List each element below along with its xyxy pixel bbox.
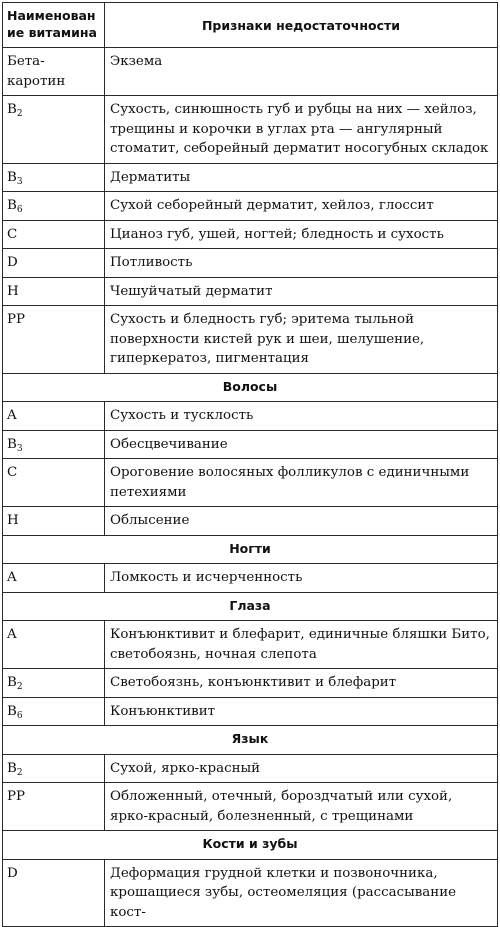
deficiency-signs-cell: Сухость и тусклость <box>105 402 498 431</box>
deficiency-signs-cell: Облысение <box>105 507 498 536</box>
section-title: Кости и зубы <box>3 831 498 860</box>
vitamin-deficiency-table <box>2 2 498 927</box>
table-row <box>3 669 498 698</box>
vitamin-name: PP <box>7 789 26 804</box>
vitamin-subscript: 6 <box>16 205 23 215</box>
table-row <box>3 430 498 459</box>
vitamin-subscript: 2 <box>16 109 23 119</box>
table-row <box>3 697 498 726</box>
section-title: Волосы <box>3 373 498 402</box>
deficiency-signs-cell: Ороговение волосяных фолликулов с единичными петехиями <box>105 459 498 507</box>
table-row <box>3 402 498 431</box>
vitamin-cell <box>3 163 105 192</box>
section-title: Ногти <box>3 535 498 564</box>
vitamin-subscript: 6 <box>16 710 23 721</box>
vitamin-cell <box>3 430 105 459</box>
deficiency-signs-cell: Конъюнктивит и блефарит, единичные бляшки Бито, светобоязнь, ночная слепота <box>105 621 498 669</box>
vitamin-name: H <box>7 283 19 299</box>
header-deficiency-signs: Признаки недостаточности <box>105 3 498 48</box>
deficiency-signs-cell: Сухой себорейный дерматит, хейлоз, глоссит <box>105 192 498 221</box>
vitamin-cell <box>3 277 105 306</box>
deficiency-signs-cell: Потливость <box>105 249 498 278</box>
vitamin-name: Бета-каротин <box>7 54 66 89</box>
deficiency-signs-cell: Сухость, синюшность губ и рубцы на них — хейлоз, трещины и корочки в углах рта — ангулярный стоматит, себорейный дерматит носогубных складок <box>105 96 498 164</box>
vitamin-name: B <box>7 436 17 452</box>
vitamin-name: D <box>7 255 18 270</box>
table-row <box>3 507 498 536</box>
vitamin-cell <box>3 306 105 374</box>
vitamin-subscript: 2 <box>16 767 23 778</box>
table-row <box>3 459 498 507</box>
vitamin-cell <box>3 402 105 431</box>
table-body <box>3 48 498 927</box>
vitamin-cell <box>3 220 105 249</box>
vitamin-cell <box>3 783 105 831</box>
table-row <box>3 754 498 783</box>
vitamin-subscript: 2 <box>16 682 23 692</box>
vitamin-name: H <box>7 513 19 528</box>
vitamin-cell <box>3 564 105 593</box>
table-header-row <box>3 3 498 48</box>
section-header-row <box>3 592 498 621</box>
vitamin-name: D <box>7 865 18 881</box>
vitamin-name: B <box>7 703 17 719</box>
vitamin-cell <box>3 697 105 726</box>
table-row <box>3 163 498 192</box>
vitamin-name: B <box>7 675 17 690</box>
section-header-row <box>3 831 498 860</box>
vitamin-name: A <box>7 570 17 585</box>
section-title: Глаза <box>3 592 498 621</box>
table-row <box>3 621 498 669</box>
table-row <box>3 306 498 374</box>
table-row <box>3 96 498 164</box>
vitamin-cell <box>3 507 105 536</box>
vitamin-subscript: 3 <box>16 443 23 454</box>
deficiency-signs-cell: Цианоз губ, ушей, ногтей; бледность и сухость <box>105 220 498 249</box>
table-row <box>3 249 498 278</box>
table-row <box>3 783 498 831</box>
deficiency-signs-cell: Экзема <box>105 48 498 96</box>
vitamin-name: A <box>7 408 17 423</box>
vitamin-cell <box>3 459 105 507</box>
vitamin-cell <box>3 192 105 221</box>
vitamin-cell <box>3 249 105 278</box>
deficiency-signs-cell: Обложенный, отечный, бороздчатый или сухой, ярко-красный, болезненный, с трещинами <box>105 783 498 831</box>
table-row <box>3 192 498 221</box>
header-vitamin-name: Наименование витамина <box>3 3 105 48</box>
deficiency-signs-cell: Сухой, ярко-красный <box>105 754 498 783</box>
table-row <box>3 48 498 96</box>
deficiency-signs-cell: Сухость и бледность губ; эритема тыльной поверхности кистей рук и шеи, шелушение, гиперкератоз, пигментация <box>105 306 498 374</box>
vitamin-name: A <box>7 627 17 642</box>
vitamin-name: PP <box>7 312 26 327</box>
table-row <box>3 277 498 306</box>
vitamin-name: B <box>7 760 17 776</box>
deficiency-signs-cell: Светобоязнь, конъюнктивит и блефарит <box>105 669 498 698</box>
deficiency-signs-cell: Деформация грудной клетки и позвоночника, крошащиеся зубы, остеомеляция (рассасывание кост- <box>105 859 498 927</box>
vitamin-name: B <box>7 169 17 185</box>
vitamin-cell <box>3 621 105 669</box>
vitamin-cell <box>3 669 105 698</box>
deficiency-signs-cell: Дерматиты <box>105 163 498 192</box>
section-title: Язык <box>3 726 498 755</box>
section-header-row <box>3 373 498 402</box>
vitamin-name: C <box>7 465 18 480</box>
vitamin-name: B <box>7 198 17 213</box>
section-header-row <box>3 726 498 755</box>
table-row <box>3 564 498 593</box>
deficiency-signs-cell: Чешуйчатый дерматит <box>105 277 498 306</box>
table-row <box>3 859 498 927</box>
deficiency-signs-cell: Обесцвечивание <box>105 430 498 459</box>
deficiency-signs-cell: Конъюнктивит <box>105 697 498 726</box>
deficiency-signs-cell: Ломкость и исчерченность <box>105 564 498 593</box>
table-row <box>3 220 498 249</box>
vitamin-name: B <box>7 102 17 117</box>
vitamin-cell <box>3 96 105 164</box>
section-header-row <box>3 535 498 564</box>
vitamin-cell <box>3 754 105 783</box>
vitamin-subscript: 3 <box>16 176 23 187</box>
vitamin-cell <box>3 48 105 96</box>
vitamin-name: C <box>7 226 18 242</box>
vitamin-cell <box>3 859 105 927</box>
